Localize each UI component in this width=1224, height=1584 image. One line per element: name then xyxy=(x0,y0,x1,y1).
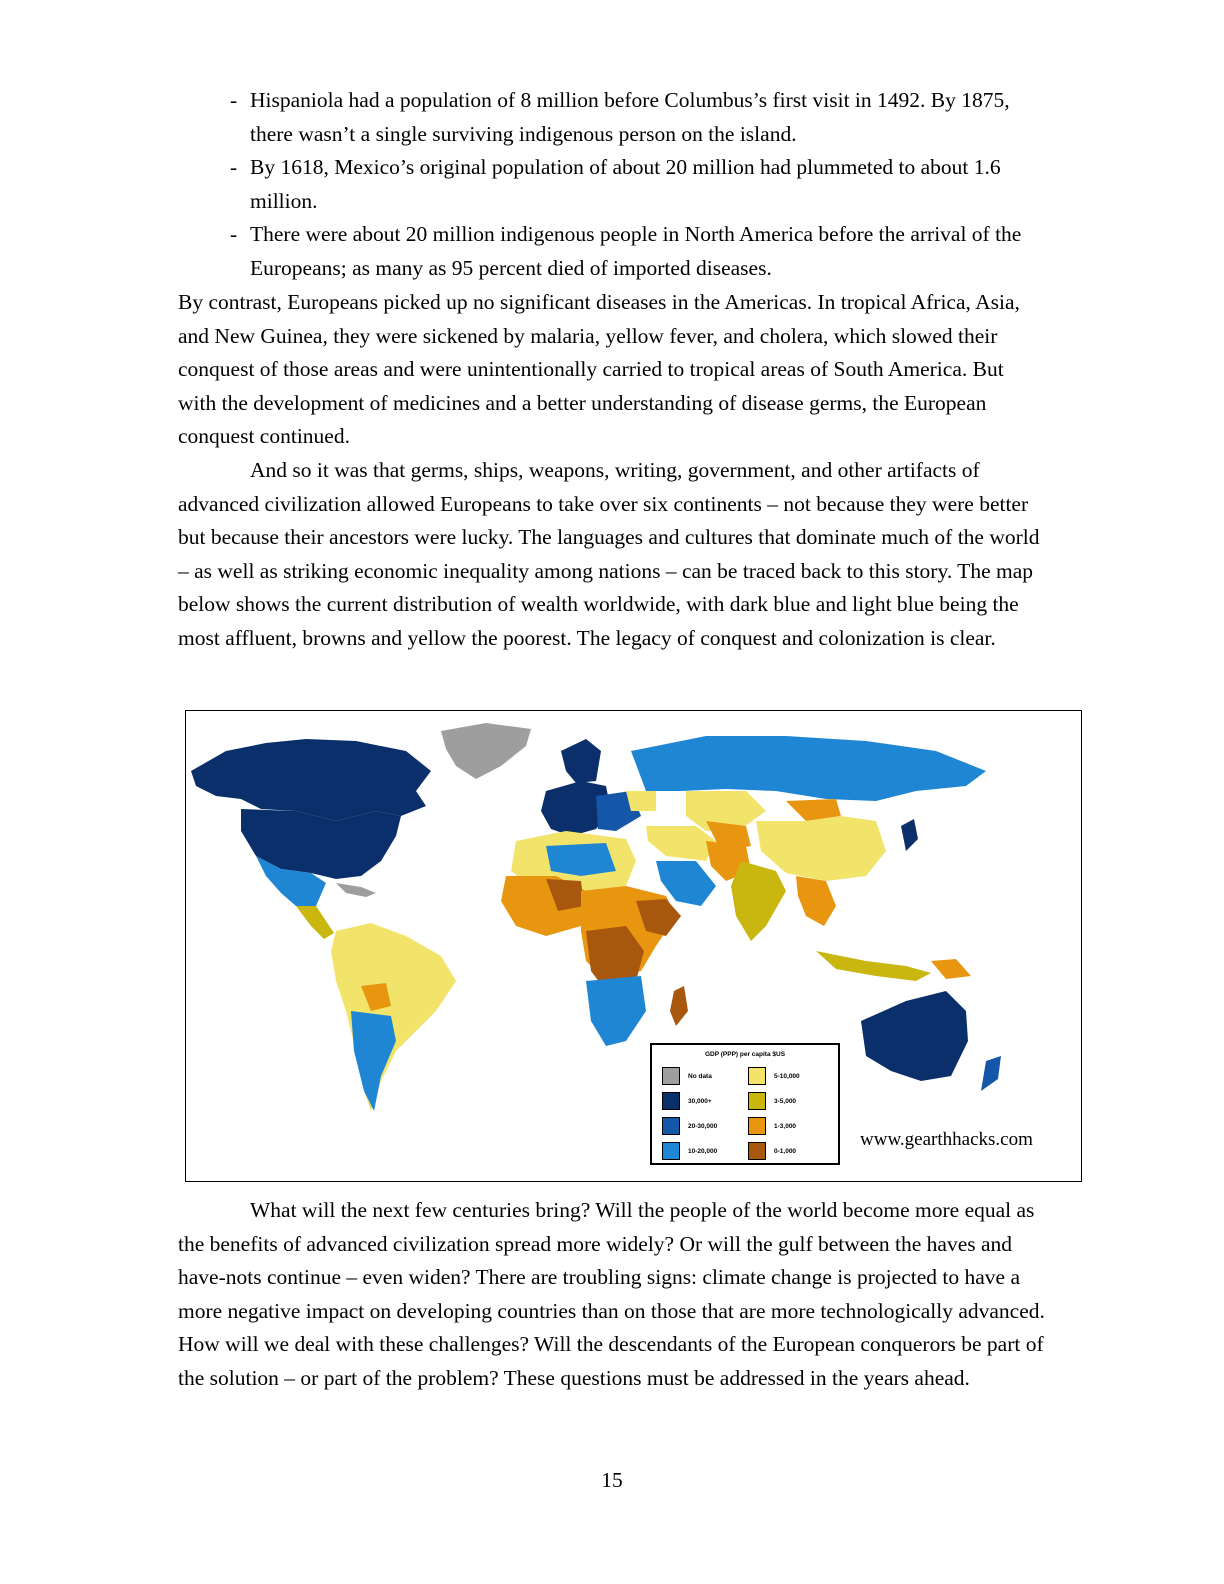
world-map-image xyxy=(186,711,1082,1182)
bullet-item: - Hispaniola had a population of 8 million before Columbus’s first visit in 1492. By 1875, there wasn’t a single surviving indigenous person on the island. xyxy=(230,88,1010,146)
paragraph: By contrast, Europeans picked up no significant diseases in the Americas. In tropical Africa, Asia, and New Guinea, they were sickened by malaria, yellow fever, and cholera, which slowed their conquest of those areas and were unintentionally carried to tropical areas of South America. But with the development of medicines and a better understanding of disease germs, the European conquest continued. xyxy=(178,290,1020,449)
map-watermark: www.gearthhacks.com xyxy=(860,1129,1033,1150)
legend-swatch xyxy=(662,1092,680,1110)
legend-item xyxy=(748,1092,796,1110)
region-russia xyxy=(631,736,986,801)
legend-swatch xyxy=(748,1142,766,1160)
region-new-guinea xyxy=(931,959,971,979)
region-new-zealand xyxy=(981,1056,1001,1091)
legend-swatch xyxy=(748,1117,766,1135)
region-greenland xyxy=(441,723,531,779)
legend-label: No data xyxy=(688,1072,712,1080)
legend-item xyxy=(662,1067,712,1085)
legend-item xyxy=(662,1117,717,1135)
paragraph: What will the next few centuries bring? Will the people of the world become more equal as the benefits of advanced civilization spread more widely? Or will the gulf between the haves and have-nots continue – even widen? There are troubling signs: climate change is projected to have a more negative impact on developing countries than on those that are more technologically advanced. How will we deal with these challenges? Will the descendants of the European conquerors be part of the solution – or part of the problem? These questions must be addressed in the years ahead. xyxy=(178,1198,1045,1390)
bullet-item: - There were about 20 million indigenous people in North America before the arrival of the Europeans; as many as 95 percent died of imported diseases. xyxy=(230,222,1022,280)
region-japan xyxy=(901,819,918,851)
legend-title: GDP (PPP) per capita $US xyxy=(704,1051,786,1058)
legend-label: 20-30,000 xyxy=(688,1122,718,1130)
region-australia xyxy=(861,991,968,1081)
legend-label: 3-5,000 xyxy=(774,1097,797,1105)
world-gdp-map-figure xyxy=(185,710,1082,1182)
region-madagascar xyxy=(670,986,688,1026)
region-caribbean xyxy=(336,883,376,897)
legend-label: 5-10,000 xyxy=(774,1072,800,1080)
region-india xyxy=(731,861,786,941)
bullet-list xyxy=(230,84,1050,286)
region-central-america xyxy=(296,906,334,939)
legend-item xyxy=(662,1092,712,1110)
legend-swatch xyxy=(662,1142,680,1160)
region-indonesia xyxy=(816,951,931,981)
bullet-text: Hispaniola had a population of 8 million before Columbus’s first visit in 1492. By 1875, there wasn’t a single surviving indigenous person on the island. xyxy=(250,88,1010,146)
legend-swatch xyxy=(662,1067,680,1085)
bullet-text: By 1618, Mexico’s original population of about 20 million had plummeted to about 1.6 million. xyxy=(250,155,1001,213)
region-south-america xyxy=(331,923,456,1111)
map-legend xyxy=(650,1043,840,1165)
region-canada xyxy=(191,739,431,821)
region-ukraine xyxy=(626,791,656,811)
legend-item xyxy=(662,1142,717,1160)
legend-label: 10-20,000 xyxy=(688,1147,718,1155)
bullet-text: There were about 20 million indigenous people in North America before the arrival of the Europeans; as many as 95 percent died of imported diseases. xyxy=(250,222,1022,280)
legend-label: 0-1,000 xyxy=(774,1147,797,1155)
legend-item xyxy=(748,1067,800,1085)
region-turkey-iran xyxy=(646,826,716,861)
legend-swatch xyxy=(748,1067,766,1085)
legend-swatch xyxy=(662,1117,680,1135)
legend-label: 1-3,000 xyxy=(774,1122,797,1130)
page-number: 15 xyxy=(601,1468,623,1492)
legend-swatch xyxy=(748,1092,766,1110)
paragraph: And so it was that germs, ships, weapons, writing, government, and other artifacts of advanced civilization allowed Europeans to take over six continents – not because they were better but because their ancestors were lucky. The languages and cultures that dominate much of the world – as well as striking economic inequality among nations – can be traced back to this story. The map below shows the current distribution of wealth worldwide, with dark blue and light blue being the most affluent, browns and yellow the poorest. The legacy of conquest and colonization is clear. xyxy=(178,458,1040,650)
region-southern-africa xyxy=(586,976,646,1046)
legend-label: 30,000+ xyxy=(688,1097,712,1105)
legend-item xyxy=(748,1117,796,1135)
region-scandinavia xyxy=(561,739,601,783)
region-southeast-asia xyxy=(796,876,836,926)
legend-item xyxy=(748,1142,796,1160)
bullet-item: - By 1618, Mexico’s original population of about 20 million had plummeted to about 1.6 million. xyxy=(230,155,1001,213)
region-algeria-libya xyxy=(546,843,616,876)
